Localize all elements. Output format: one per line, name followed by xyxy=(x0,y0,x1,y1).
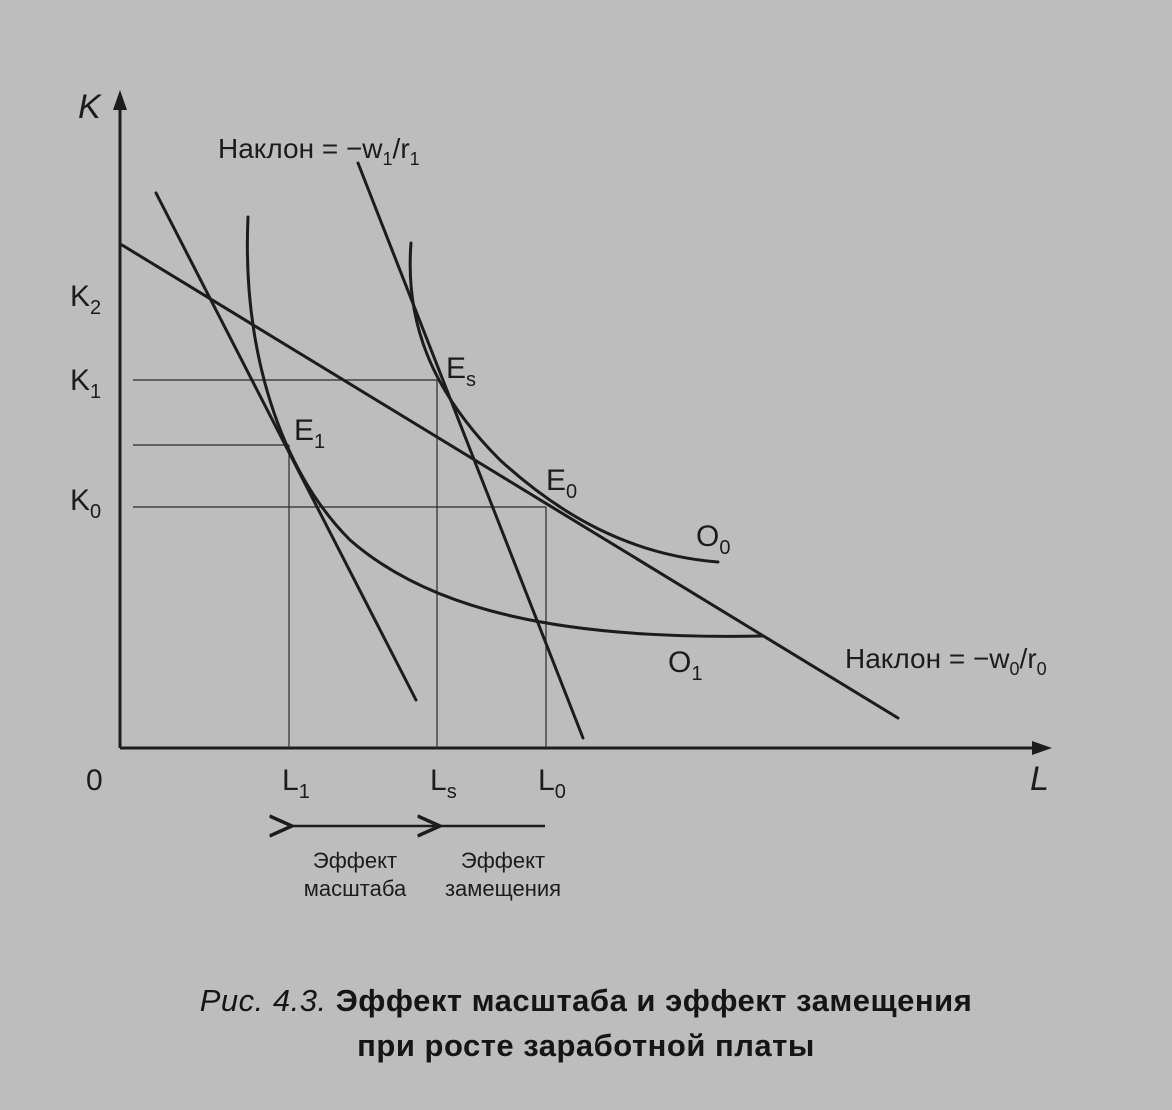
caption-prefix: Рис. 4.3. xyxy=(199,983,327,1018)
isoquant-o1-label: $O_1$ xyxy=(668,646,703,685)
tick-k0: $K_0$ xyxy=(70,484,102,523)
origin-label: 0 xyxy=(86,764,103,797)
point-e0-label: $E_0$ xyxy=(546,464,578,503)
isoquant-o1 xyxy=(247,217,762,636)
substitution-effect-label-1: Эффект xyxy=(460,848,546,873)
tick-l1: $L_1$ xyxy=(282,764,310,803)
y-axis-label: K xyxy=(78,88,101,126)
tick-l0: $L_0$ xyxy=(538,764,566,803)
figure-caption-line2 xyxy=(0,1028,1172,1064)
y-axis-arrow xyxy=(113,90,127,110)
tick-ls: $L_s$ xyxy=(430,764,457,803)
scale-effect-label-1: Эффект xyxy=(312,848,398,873)
scale-effect-label-2: масштаба xyxy=(303,876,407,901)
isoquant-o0-label: $O_0$ xyxy=(696,520,731,559)
isocost-old xyxy=(122,245,898,718)
x-axis-label: L xyxy=(1030,760,1049,798)
point-e1-label: $E_1$ xyxy=(294,414,326,453)
substitution-effect-label-2: замещения xyxy=(444,876,562,901)
tick-k2: $K_2$ xyxy=(70,280,102,319)
x-axis-arrow xyxy=(1032,741,1052,755)
point-es-label: $E_s$ xyxy=(446,352,477,391)
caption-title-line1: Эффект масштаба и эффект замещения xyxy=(335,983,973,1018)
tick-k1: $K_1$ xyxy=(70,364,102,403)
caption-title-line2: при росте заработной платы xyxy=(357,1028,815,1063)
figure-caption xyxy=(0,983,1172,1019)
slope-new-label: Наклон = $-w_1/r_1$ xyxy=(218,133,420,169)
slope-old-label: Наклон = $-w_0/r_0$ xyxy=(845,643,1047,679)
